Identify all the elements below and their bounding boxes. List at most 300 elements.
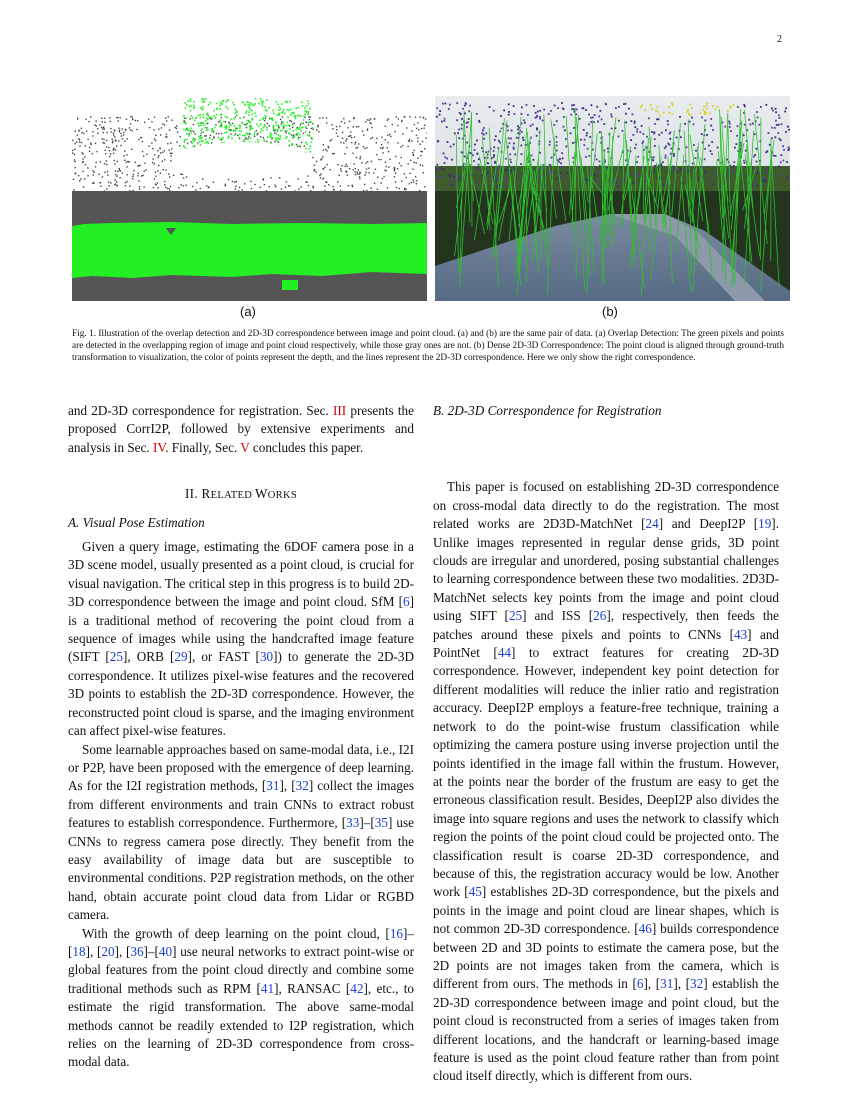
gray-point [129, 161, 130, 162]
depth-point [715, 109, 717, 111]
gray-point [132, 178, 133, 179]
depth-point [539, 175, 541, 177]
gray-point [174, 127, 175, 128]
gray-point [269, 186, 270, 187]
green-point [250, 109, 252, 111]
gray-point [366, 168, 367, 169]
gray-point [365, 121, 366, 122]
depth-point [641, 166, 643, 168]
depth-point [618, 120, 620, 122]
green-point [225, 125, 227, 127]
gray-point [323, 168, 324, 169]
gray-point [99, 124, 100, 125]
gray-point [267, 123, 268, 124]
gray-point [104, 172, 105, 173]
gray-point [322, 117, 323, 118]
depth-point [601, 119, 603, 121]
green-point [266, 100, 268, 102]
gray-point [208, 186, 209, 187]
gray-point [169, 130, 170, 131]
gray-point [374, 118, 375, 119]
green-point [287, 117, 289, 119]
green-point [235, 112, 237, 114]
gray-point [354, 143, 355, 144]
green-point [285, 125, 287, 127]
green-point [222, 137, 224, 139]
depth-point [673, 153, 675, 155]
gray-point [114, 184, 115, 185]
ref-section-5[interactable]: V [240, 439, 250, 455]
gray-point [180, 174, 181, 175]
gray-point [131, 149, 132, 150]
gray-point [105, 150, 106, 151]
ref-section-4[interactable]: IV [152, 439, 166, 455]
gray-point [370, 138, 371, 139]
gray-point [169, 149, 170, 150]
gray-point [297, 146, 298, 147]
gray-point [158, 165, 159, 166]
green-point [279, 106, 281, 108]
citation-link[interactable]: 44 [497, 645, 512, 661]
gray-point [277, 130, 278, 131]
gray-point [79, 142, 80, 143]
depth-point [453, 144, 455, 146]
green-point [201, 128, 203, 130]
gray-point [387, 135, 388, 136]
green-point [262, 105, 264, 107]
citation-link[interactable]: 6 [636, 976, 644, 992]
green-point [188, 105, 190, 107]
depth-point [511, 130, 513, 132]
depth-point [468, 118, 470, 120]
green-point [216, 103, 218, 105]
green-point [188, 130, 190, 132]
depth-point [756, 111, 758, 113]
gray-point [75, 167, 76, 168]
green-point [202, 140, 204, 142]
green-point [260, 98, 262, 100]
gray-point [260, 187, 261, 188]
gray-point [124, 141, 125, 142]
depth-point [524, 122, 526, 124]
green-point [260, 128, 262, 130]
gray-point [352, 185, 353, 186]
gray-point [125, 182, 126, 183]
gray-point [127, 138, 128, 139]
gray-point [165, 136, 166, 137]
depth-point [536, 115, 538, 117]
citation-link[interactable]: 36 [130, 943, 144, 959]
gray-point [124, 160, 125, 161]
gray-point [367, 128, 368, 129]
depth-point [539, 152, 541, 154]
green-point [249, 129, 251, 131]
depth-point [642, 141, 644, 143]
gray-point [421, 128, 422, 129]
green-point [191, 132, 193, 134]
depth-point [659, 115, 661, 117]
depth-point [450, 184, 452, 186]
gray-point [389, 159, 390, 160]
depth-point [536, 127, 538, 129]
depth-point [695, 150, 697, 152]
depth-point [542, 120, 544, 122]
depth-point [483, 138, 485, 140]
depth-point [744, 106, 746, 108]
gray-point [138, 173, 139, 174]
green-point [240, 131, 242, 133]
depth-point [748, 119, 750, 121]
depth-point [712, 184, 714, 186]
depth-point [672, 104, 674, 106]
gray-point [333, 186, 334, 187]
depth-point [632, 134, 634, 136]
gray-point [318, 131, 319, 132]
citation-link[interactable]: 18 [72, 943, 86, 959]
gray-point [74, 154, 75, 155]
gray-point [162, 123, 163, 124]
citation-link[interactable]: 32 [690, 976, 704, 992]
depth-point [469, 105, 471, 107]
gray-point [400, 146, 401, 147]
depth-point [712, 129, 714, 131]
gray-point [189, 118, 190, 119]
gray-point [169, 176, 170, 177]
gray-point [417, 122, 418, 123]
green-point [226, 106, 228, 108]
gray-point [200, 135, 201, 136]
gray-point [104, 163, 105, 164]
gray-point [160, 173, 161, 174]
citation-link[interactable]: 33 [346, 815, 360, 831]
gray-point [411, 140, 412, 141]
citation-link[interactable]: 20 [101, 943, 115, 959]
gray-point [157, 150, 158, 151]
gray-point [350, 135, 351, 136]
gray-point [117, 171, 118, 172]
right-column [433, 402, 779, 1086]
green-point [191, 115, 193, 117]
green-point [303, 119, 305, 121]
gray-point [420, 116, 421, 117]
gray-point [245, 137, 246, 138]
gray-point [382, 148, 383, 149]
gray-point [376, 154, 377, 155]
ref-section-3[interactable]: III [332, 403, 347, 418]
gray-point [286, 181, 287, 182]
green-point [208, 104, 210, 106]
green-point [241, 122, 243, 124]
gray-point [170, 186, 171, 187]
gray-point [138, 180, 139, 181]
gray-point [402, 133, 403, 134]
gray-point [263, 137, 264, 138]
gray-point [319, 175, 320, 176]
gray-point [155, 135, 156, 136]
gray-point [377, 177, 378, 178]
gray-point [158, 155, 159, 156]
depth-point [526, 104, 528, 106]
gray-point [119, 169, 120, 170]
depth-point [494, 161, 496, 163]
citation-link[interactable]: 45 [468, 884, 482, 900]
depth-point [661, 165, 663, 167]
gray-point [325, 149, 326, 150]
depth-point [772, 110, 774, 112]
gray-point [359, 178, 360, 179]
gray-point [200, 188, 201, 189]
gray-point [280, 119, 281, 120]
gray-point [170, 160, 171, 161]
depth-point [461, 124, 463, 126]
citation-link[interactable]: 31 [660, 976, 674, 992]
depth-point [636, 131, 638, 133]
gray-point [95, 166, 96, 167]
figure-1 [72, 96, 792, 306]
gray-point [103, 132, 104, 133]
green-point [228, 129, 230, 131]
paragraph: With the growth of deep learning on the point cloud, [16]–[18], [20], [36]–[40] use neural networks to extract point-wise or global features from the point cloud directly and combine some traditional methods such as RPM [41], RANSAC [42], etc., to estimate the rigid transformation. The above same-modal methods cannot be readily extended to I2P registration, which relies on the learning of 2D-3D correspondence from cross-modal data. [68, 925, 415, 1070]
green-point [299, 145, 301, 147]
depth-point [672, 113, 674, 115]
depth-point [443, 169, 445, 171]
depth-point [517, 129, 519, 131]
gray-point [254, 136, 255, 137]
green-point [233, 130, 235, 132]
gray-point [405, 177, 406, 178]
green-point [186, 133, 188, 135]
gray-point [404, 189, 405, 190]
gray-point [382, 147, 383, 148]
citation-link[interactable]: 25 [109, 649, 123, 665]
depth-point [530, 125, 532, 127]
gray-point [306, 122, 307, 123]
citation-link[interactable]: 6 [403, 594, 410, 610]
gray-point [114, 179, 115, 180]
gray-point [72, 153, 73, 154]
gray-point [106, 160, 107, 161]
depth-point [559, 158, 561, 160]
gray-point [336, 132, 337, 133]
gray-point [409, 183, 410, 184]
green-point [193, 105, 195, 107]
citation-link[interactable]: 26 [593, 608, 607, 624]
green-point [199, 114, 201, 116]
gray-point [80, 178, 81, 179]
gray-point [79, 180, 80, 181]
gray-point [180, 136, 181, 137]
green-point [288, 125, 290, 127]
citation-link[interactable]: 30 [259, 649, 274, 665]
depth-point [478, 164, 480, 166]
gray-point [195, 189, 196, 190]
depth-point [573, 109, 575, 111]
depth-point [600, 110, 602, 112]
gray-point [110, 182, 111, 183]
citation-link[interactable]: 46 [638, 921, 652, 937]
citation-link[interactable]: 16 [389, 925, 403, 941]
citation-link[interactable]: 25 [508, 608, 523, 624]
gray-point [170, 142, 171, 143]
gray-point [376, 138, 377, 139]
gray-point [402, 145, 403, 146]
gray-point [281, 123, 282, 124]
gray-point [167, 188, 168, 189]
depth-point [664, 147, 666, 149]
gray-point [387, 120, 388, 121]
gray-point [294, 123, 295, 124]
green-point [282, 111, 284, 113]
gray-point [370, 188, 371, 189]
gray-point [73, 189, 74, 190]
gray-point [202, 178, 203, 179]
gray-point [359, 158, 360, 159]
green-point [184, 102, 186, 104]
depth-point [743, 134, 745, 136]
depth-point [560, 162, 562, 164]
gray-point [401, 181, 402, 182]
green-point [275, 129, 277, 131]
depth-point [636, 173, 638, 175]
gray-point [415, 176, 416, 177]
depth-point [599, 165, 601, 167]
depth-point [625, 113, 627, 115]
gray-point [138, 165, 139, 166]
gray-point [256, 130, 257, 131]
intro-paragraph: and 2D-3D correspondence for registration. Sec. III presents the proposed CorrI2P, followed by extensive experiments and analysis in Sec. IV. Finally, Sec. V concludes this paper. [68, 403, 414, 455]
citation-link[interactable]: 31 [266, 778, 280, 794]
gray-point [78, 130, 79, 131]
gray-point [395, 181, 396, 182]
depth-point [493, 110, 495, 112]
depth-point [668, 106, 670, 108]
gray-point [416, 135, 417, 136]
depth-point [495, 135, 497, 137]
green-point [292, 124, 294, 126]
depth-point [459, 175, 461, 177]
depth-point [447, 141, 449, 143]
gray-point [81, 128, 82, 129]
depth-point [679, 116, 681, 118]
gray-point [173, 175, 174, 176]
depth-point [736, 135, 738, 137]
gray-point [127, 174, 128, 175]
depth-point [450, 146, 452, 148]
depth-point [769, 144, 771, 146]
depth-point [461, 128, 463, 130]
depth-point [733, 165, 735, 167]
green-point [252, 119, 254, 121]
depth-point [585, 109, 587, 111]
gray-point [118, 120, 119, 121]
green-point [244, 104, 246, 106]
depth-point [488, 151, 490, 153]
depth-point [661, 132, 663, 134]
green-point [200, 125, 202, 127]
gray-point [356, 126, 357, 127]
green-point [190, 110, 192, 112]
gray-point [120, 133, 121, 134]
gray-point [411, 130, 412, 131]
green-point [289, 128, 291, 130]
gray-point [89, 147, 90, 148]
gray-point [235, 189, 236, 190]
gray-point [119, 130, 120, 131]
citation-link[interactable]: 35 [374, 815, 388, 831]
citation-link[interactable]: 29 [174, 649, 188, 665]
gray-point [394, 170, 395, 171]
depth-point [654, 145, 656, 147]
depth-point [508, 111, 510, 113]
gray-point [112, 142, 113, 143]
gray-point [345, 166, 346, 167]
green-point [255, 98, 257, 100]
citation-link[interactable]: 32 [295, 778, 309, 794]
subsection-2d3d-correspondence: B. 2D-3D Correspondence for Registration [433, 403, 662, 418]
citation-link[interactable]: 19 [758, 516, 772, 532]
gray-point [399, 188, 400, 189]
gray-point [355, 168, 356, 169]
green-point [214, 115, 216, 117]
green-point [260, 101, 262, 103]
gray-point [266, 141, 267, 142]
green-point [288, 140, 290, 142]
citation-link[interactable]: 41 [260, 980, 275, 996]
green-point [220, 108, 222, 110]
depth-point [539, 168, 541, 170]
gray-point [363, 134, 364, 135]
depth-point [665, 155, 667, 157]
gray-point [157, 182, 158, 183]
gray-point [360, 156, 361, 157]
green-point [307, 112, 309, 114]
depth-point [780, 139, 782, 141]
green-point [219, 126, 221, 128]
citation-link[interactable]: 42 [350, 980, 364, 996]
depth-point [703, 109, 705, 111]
depth-point [508, 137, 510, 139]
gray-point [118, 140, 119, 141]
gray-point [183, 177, 184, 178]
citation-link[interactable]: 43 [733, 626, 748, 642]
green-point [242, 101, 244, 103]
green-point [205, 120, 207, 122]
depth-point [711, 153, 713, 155]
gray-point [380, 147, 381, 148]
depth-point [478, 120, 480, 122]
green-point [276, 101, 278, 103]
depth-point [548, 113, 550, 115]
depth-point [563, 116, 565, 118]
gray-point [353, 126, 354, 127]
depth-point [783, 160, 785, 162]
gray-point [164, 184, 165, 185]
green-point [201, 108, 203, 110]
depth-point [453, 176, 455, 178]
green-point [245, 112, 247, 114]
green-point [197, 143, 199, 145]
depth-point [501, 128, 503, 130]
gray-point [383, 176, 384, 177]
gray-point [113, 149, 114, 150]
gray-point [248, 136, 249, 137]
citation-link[interactable]: 40 [158, 943, 173, 959]
depth-point [667, 120, 669, 122]
gray-point [113, 133, 114, 134]
citation-link[interactable]: 24 [645, 516, 659, 532]
depth-point [651, 131, 653, 133]
depth-point [634, 121, 636, 123]
